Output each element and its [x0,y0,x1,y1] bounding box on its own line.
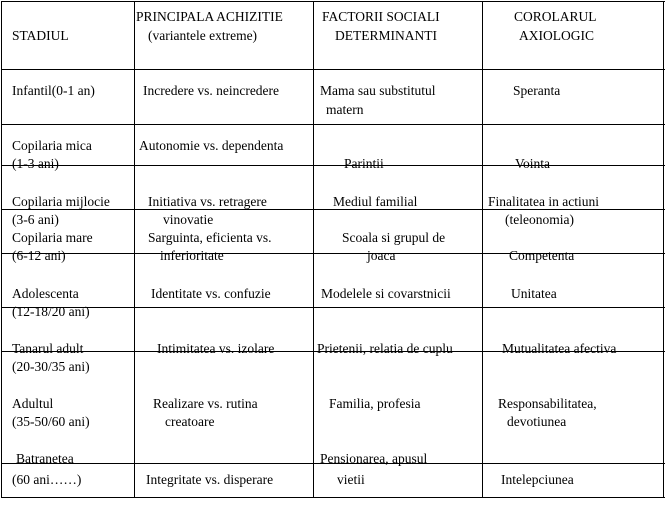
stage-cell-age: (60 ani……) [12,472,82,487]
acquisition-cell: Incredere vs. neincredere [143,83,280,98]
header-acquisition-subtitle: (variantele extreme) [148,28,258,43]
stage-cell: Adolescenta [12,286,79,301]
corollary-cell: Responsabilitatea, [498,396,597,411]
factors-cell: Familia, profesia [329,396,421,411]
header-social-factors-line2: DETERMINANTI [335,28,437,43]
acquisition-cell: Identitate vs. confuzie [151,286,271,301]
header-corollary-line2: AXIOLOGIC [519,28,594,43]
stage-cell-age: (35-50/60 ani) [12,414,90,429]
stage-cell: Copilaria mare [12,230,93,245]
corollary-cell: Competenta [509,248,575,263]
acquisition-cell: Sarguinta, eficienta vs. [148,230,272,245]
header-acquisition: PRINCIPALA ACHIZITIE [136,9,283,24]
stage-cell: Copilaria mijlocie [12,194,110,209]
acquisition-cell: Initiativa vs. retragere [148,194,267,209]
table-border-bottom [1,497,665,498]
corollary-cell: Finalitatea in actiuni [488,194,599,209]
row-divider [1,165,665,166]
corollary-cell: Intelepciunea [501,472,574,487]
corollary-cell: Unitatea [511,286,557,301]
factors-cell: Mama sau substitutul [320,83,436,98]
factors-cell-line2: joaca [367,248,396,263]
stage-cell-age: (1-3 ani) [12,156,59,171]
factors-cell-line2: matern [326,102,364,117]
row-divider [1,307,665,308]
corollary-cell-line2: devotiunea [507,414,567,429]
factors-cell-line2: vietii [337,472,365,487]
stage-cell-age: (6-12 ani) [12,248,66,263]
acquisition-cell: Autonomie vs. dependenta [139,138,284,153]
row-divider [1,69,665,70]
corollary-cell: Mutualitatea afectiva [502,341,617,356]
corollary-cell-line2: (teleonomia) [505,212,574,227]
stage-cell-age: (20-30/35 ani) [12,359,90,374]
acquisition-cell: Integritate vs. disperare [146,472,274,487]
column-divider [313,1,314,498]
stage-cell: Adultul [12,396,54,411]
acquisition-cell-line2: inferioritate [160,248,224,263]
stage-cell: Batranetea [16,451,74,466]
acquisition-cell-line2: vinovatie [163,212,214,227]
factors-cell: Prietenii, relatia de cuplu [317,341,453,356]
stage-cell-age: (3-6 ani) [12,212,59,227]
factors-cell: Parintii [344,156,384,171]
stage-cell: Infantil(0-1 an) [12,83,95,98]
header-corollary: COROLARUL [514,9,597,24]
factors-cell: Pensionarea, apusul [320,451,428,466]
column-divider [134,1,135,498]
corollary-cell: Speranta [513,83,561,98]
table-border-top [1,1,665,2]
factors-cell: Mediul familial [333,194,418,209]
acquisition-cell-line2: creatoare [165,414,215,429]
stage-cell: Copilaria mica [12,138,92,153]
column-divider [482,1,483,498]
acquisition-cell: Intimitatea vs. izolare [157,341,275,356]
corollary-cell: Vointa [515,156,551,171]
factors-cell: Scoala si grupul de [342,230,446,245]
factors-cell: Modelele si covarstnicii [321,286,451,301]
table-border-right [663,1,664,498]
stage-cell: Tanarul adult [12,341,84,356]
table-border-left [1,1,2,498]
stage-cell-age: (12-18/20 ani) [12,304,90,319]
header-social-factors: FACTORII SOCIALI [322,9,440,24]
row-divider [1,124,665,125]
acquisition-cell: Realizare vs. rutina [153,396,258,411]
header-stage: STADIUL [12,28,69,43]
